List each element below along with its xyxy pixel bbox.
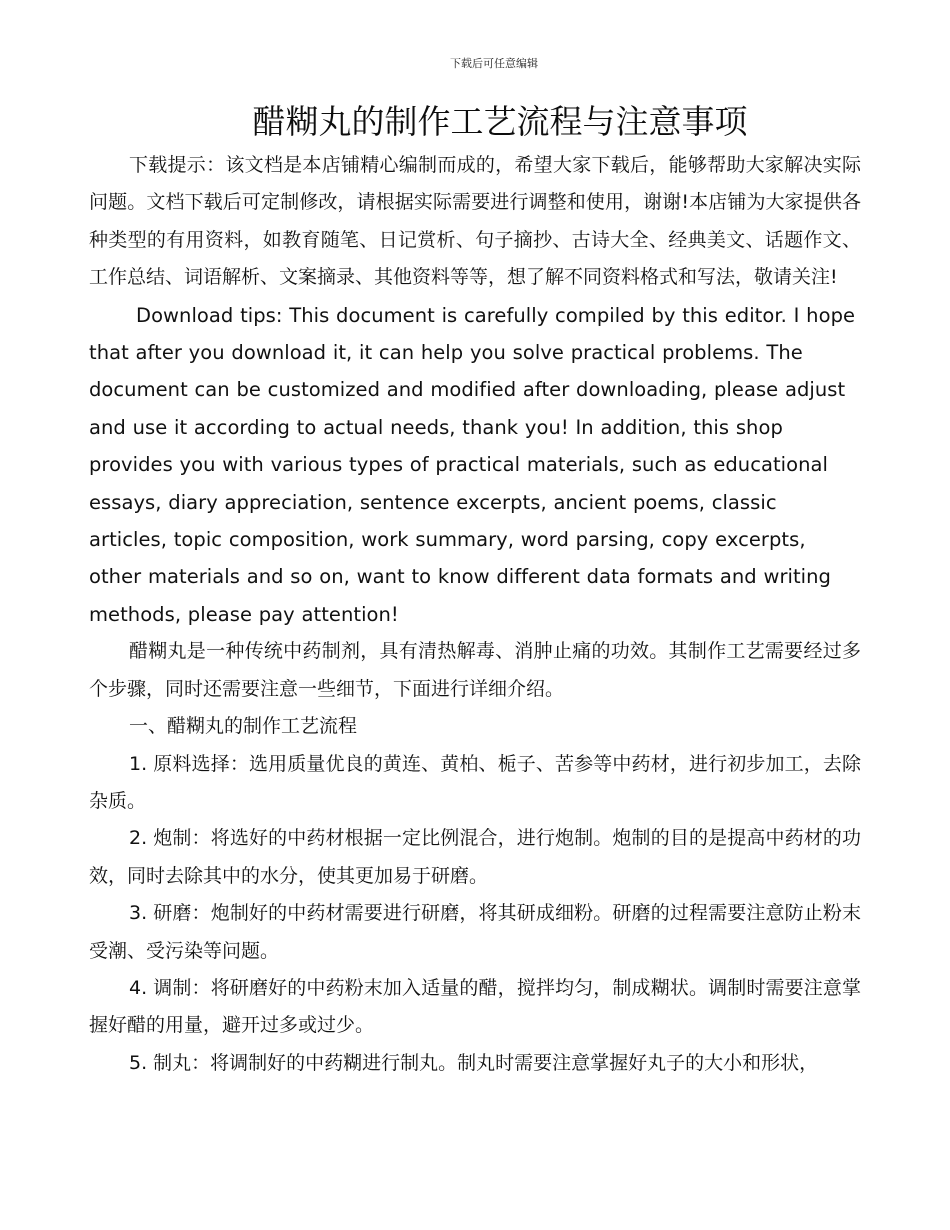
intro-paragraph: 醋糊丸是一种传统中药制剂，具有清热解毒、消肿止痛的功效。其制作工艺需要经过多个步骤，同时还需要注意一些细节，下面进行详细介绍。 (89, 640, 861, 700)
download-tip-english: Download tips: This document is carefully compiled by this editor. I hope that after you download it, it can help you solve practical problems. The document can be customized and modified after downloading, please adjust and use it according to actual needs, thank you! In addition, this shop provides you with various types of practical materials, such as educational essays, diary appreciation, sentence excerpts, ancient poems, classic articles, topic composition, work summary, word parsing, copy excerpts, other materials and so on, want to know different data formats and writing methods, please pay attention! (89, 303, 856, 626)
document-body (89, 147, 861, 1082)
step-4-paragraph: 4. 调制：将研磨好的中药粉末加入适量的醋，搅拌均匀，制成糊状。调制时需要注意掌握好醋的用量，避开过多或过少。 (89, 976, 861, 1037)
step-1-paragraph: 1. 原料选择：选用质量优良的黄连、黄柏、栀子、苦参等中药材，进行初步加工，去除杂质。 (89, 752, 861, 812)
step-2-paragraph: 2. 炮制：将选好的中药材根据一定比例混合，进行炮制。炮制的目的是提高中药材的功效，同时去除其中的水分，使其更加易于研磨。 (89, 827, 861, 887)
document-title: 醋糊丸的制作工艺流程与注意事项 (252, 102, 748, 141)
step-5-paragraph: 5. 制丸：将调制好的中药糊进行制丸。制丸时需要注意掌握好丸子的大小和形状， (129, 1051, 819, 1074)
download-tip-chinese: 下载提示：该文档是本店铺精心编制而成的，希望大家下载后，能够帮助大家解决实际问题。文档下载后可定制修改，请根据实际需要进行调整和使用，谢谢!本店铺为大家提供各种类型的有用资料，如教育随笔、日记赏析、句子摘抄、古诗大全、经典美文、话题作文、工作总结、词语解析、文案摘录、其他资料等等，想了解不同资料格式和写法，敬请关注! (89, 154, 861, 289)
header-note: 下载后可任意编辑 (450, 57, 538, 70)
section-heading: 一、醋糊丸的制作工艺流程 (129, 715, 358, 738)
step-3-paragraph: 3. 研磨：炮制好的中药材需要进行研磨，将其研成细粉。研磨的过程需要注意防止粉末受潮、受污染等问题。 (89, 902, 861, 962)
